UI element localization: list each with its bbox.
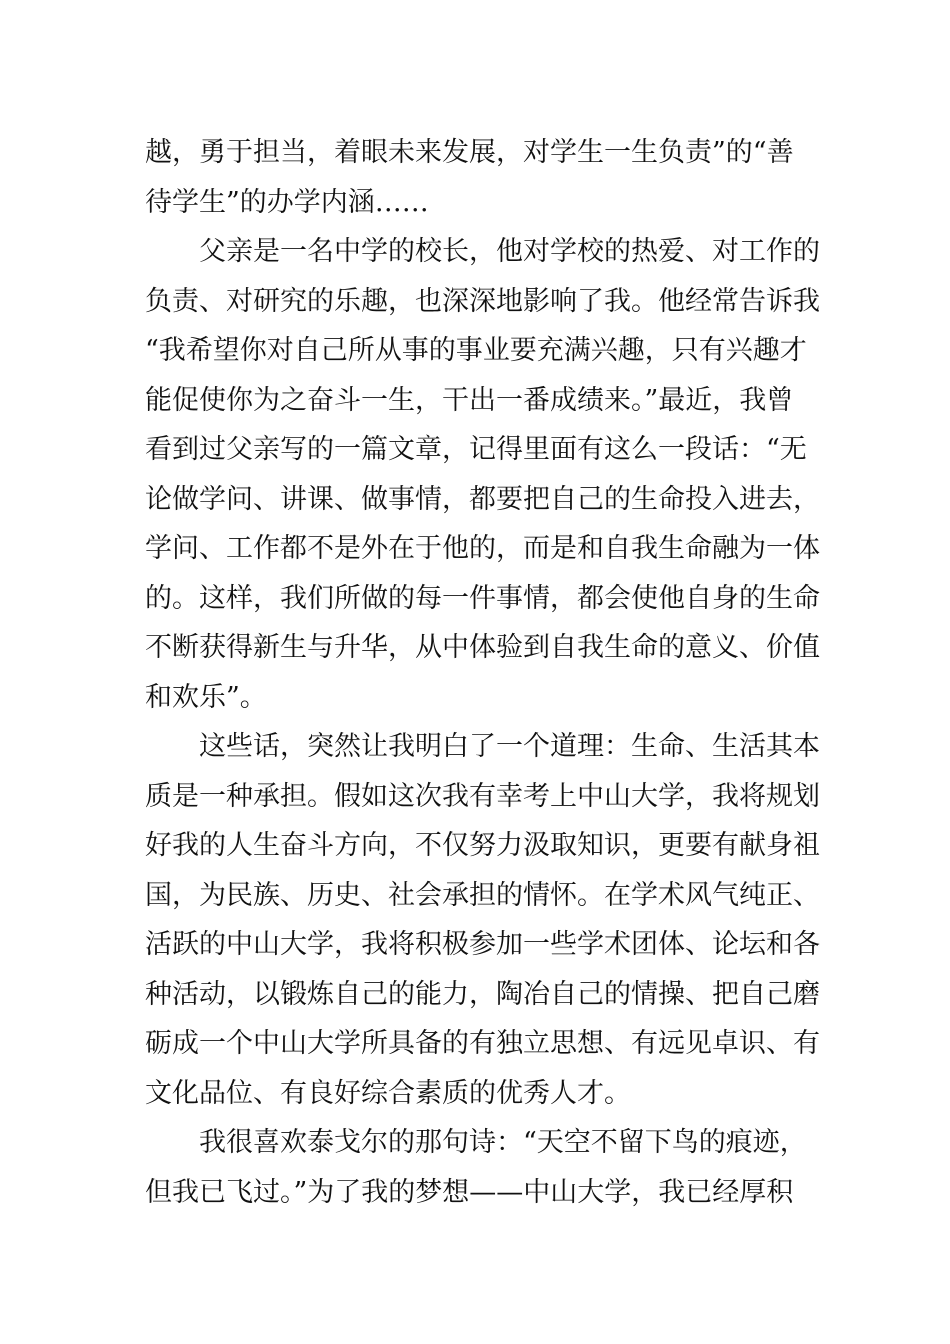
text-line: 种活动，以锻炼自己的能力，陶冶自己的情操、把自己磨 <box>145 978 820 1010</box>
text-line: 论做学问、讲课、做事情，都要把自己的生命投入进去， <box>145 483 820 515</box>
text-line: 文化品位、有良好综合素质的优秀人才。 <box>145 1077 631 1109</box>
text-line: 活跃的中山大学，我将积极参加一些学术团体、论坛和各 <box>145 929 820 960</box>
text-line: 负责、对研究的乐趣，也深深地影响了我。他经常告诉我 <box>145 285 820 317</box>
text-line: 待学生”的办学内涵…… <box>145 186 429 218</box>
paragraph-start-line: 父亲是一名中学的校长，他对学校的热爱、对工作的 <box>199 236 820 267</box>
text-line: 但我已飞过。”为了我的梦想——中山大学，我已经厚积 <box>145 1176 794 1208</box>
text-line: 能促使你为之奋斗一生，干出一番成绩来。”最近，我曾 <box>145 384 794 416</box>
text-line: 越，勇于担当，着眼未来发展，对学生一生负责”的“善 <box>145 137 794 168</box>
paragraph-start-line: 我很喜欢泰戈尔的那句诗：“天空不留下鸟的痕迹， <box>199 1127 807 1158</box>
text-line: 和欢乐”。 <box>145 681 267 713</box>
text-line: 国，为民族、历史、社会承担的情怀。在学术风气纯正、 <box>145 879 820 911</box>
paragraph-start-line: 这些话，突然让我明白了一个道理：生命、生活其本 <box>199 731 820 762</box>
text-line: “我希望你对自己所从事的事业要充满兴趣，只有兴趣才 <box>145 335 807 366</box>
text-line: 质是一种承担。假如这次我有幸考上中山大学，我将规划 <box>145 780 820 812</box>
text-line: 砺成一个中山大学所具备的有独立思想、有远见卓识、有 <box>145 1028 820 1059</box>
text-line: 好我的人生奋斗方向，不仅努力汲取知识，更要有献身祖 <box>145 830 820 861</box>
text-line: 学问、工作都不是外在于他的，而是和自我生命融为一体 <box>145 533 820 564</box>
body-text <box>145 128 820 1217</box>
text-line: 的。这样，我们所做的每一件事情，都会使他自身的生命 <box>145 582 820 614</box>
text-line: 不断获得新生与升华，从中体验到自我生命的意义、价值 <box>145 632 820 663</box>
text-line: 看到过父亲写的一篇文章，记得里面有这么一段话：“无 <box>145 434 807 465</box>
